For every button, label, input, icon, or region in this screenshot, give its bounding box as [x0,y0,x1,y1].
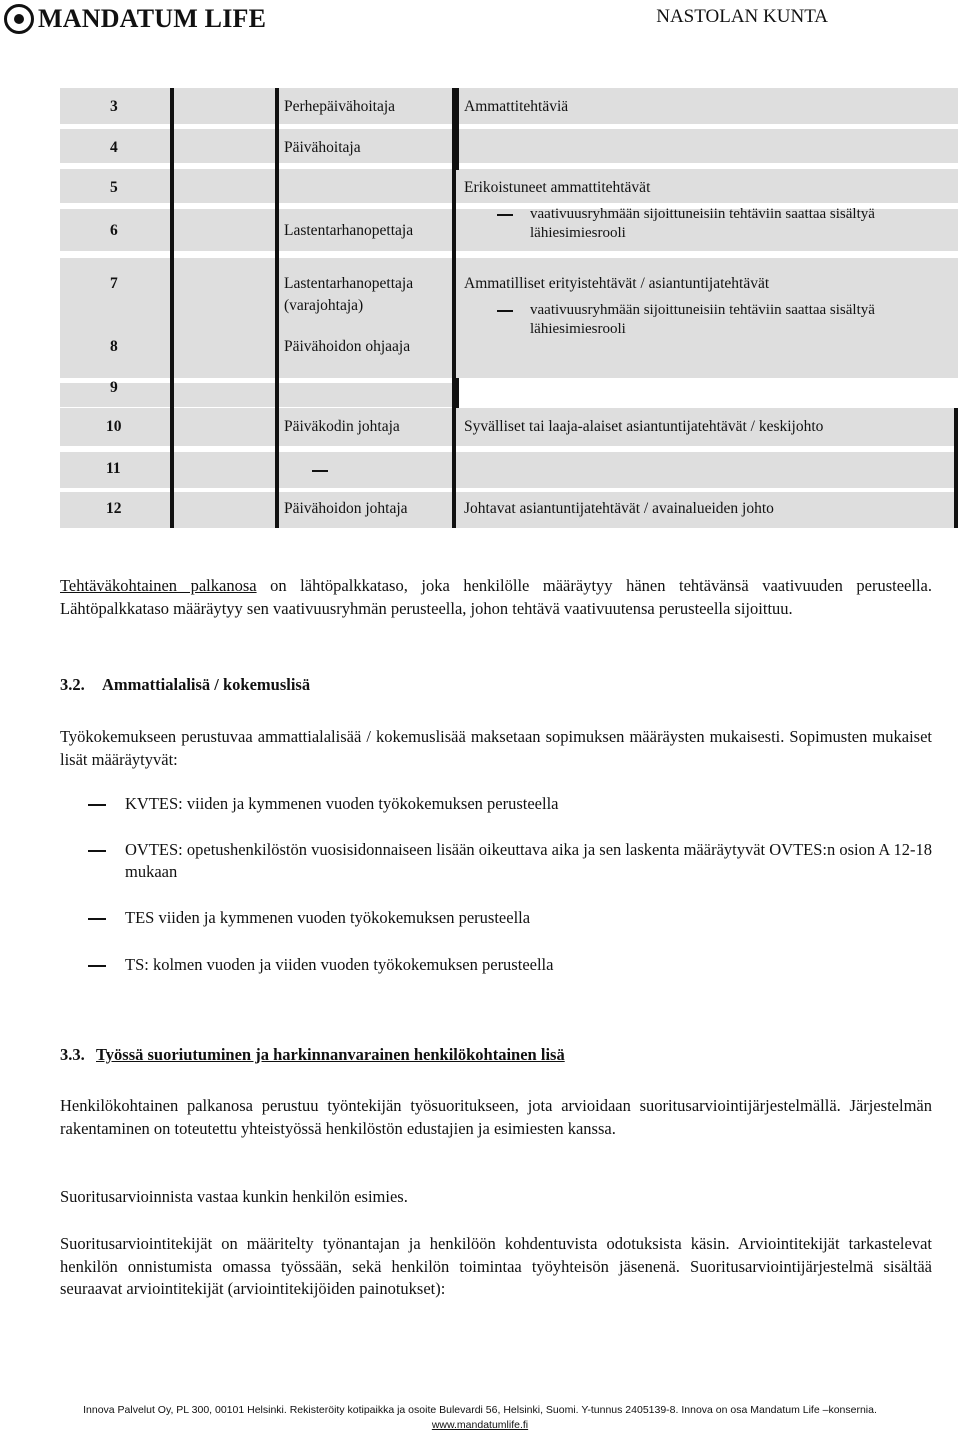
section-title-3-2: Ammattialalisä / kokemuslisä [102,675,311,694]
section-number-3-3: 3.3. [60,1045,85,1064]
bullet-4-dash [88,965,106,967]
bullet-2-dash [88,850,106,852]
row-4-title: Päivähoitaja [284,139,361,156]
paragraph-personal-pay: Henkilökohtainen palkanosa perustuu työntekijän työsuoritukseen, jota arvioidaan suoritusarviointijärjestelmällä. Järjestelmän rakentaminen on toteutettu yhteistyössä henkilöstön edustajien ja esimiesten kanssa. [60,1096,932,1138]
footer-company-info: Innova Palvelut Oy, PL 300, 00101 Helsinki. Rekisteröity kotipaikka ja osoite Bulevardi 56, Helsinki, Suomi. Y-tunnus 2405139-8. Innova on osa Mandatum Life –konsernia. [83,1404,877,1416]
municipality-name: NASTOLAN KUNTA [656,6,828,27]
row-10-description: Syvälliset tai laaja-alaiset asiantuntijatehtävät / keskijohto [464,418,824,435]
bullet-3-dash [88,918,106,920]
footer-website-link[interactable]: www.mandatumlife.fi [431,1419,529,1431]
subnote-1: vaativuusryhmään sijoittuneisiin tehtäviin saattaa sisältyä lähiesimiesrooli [530,206,875,241]
row-12-number: 12 [106,500,122,517]
paragraph-task-based-pay [60,575,932,620]
row-10-number: 10 [106,418,122,435]
row-7-title: Lastentarhanopettaja [284,275,414,292]
row-5-description: Erikoistuneet ammattitehtävät [464,179,651,196]
brand-name: MANDATUM LIFE [38,4,267,33]
row-6-number: 6 [110,222,118,239]
section-number-3-2: 3.2. [60,675,85,694]
bullet-ovtes: OVTES: opetushenkilöstön vuosisidonnaiseen lisään oikeuttava aika ja sen laskenta määräytyvät OVTES:n osion A 12-18 mukaan [125,840,932,881]
row-7-title-cont: (varajohtaja) [284,297,364,314]
paragraph-task-based-pay-text: on lähtöpalkkataso, joka henkilölle määräytyy hänen tehtävänsä vaativuuden perusteella. Lähtöpalkkataso määräytyy sen vaativuusryhmän perusteella, johon tehtävä vaativuutensa perusteella sijoittuu. [60,576,932,618]
bullet-tes: TES viiden ja kymmenen vuoden työkokemuksen perusteella [125,908,531,927]
subnote-1-dash [497,214,513,216]
paragraph-experience-allowance: Työkokemukseen perustuvaa ammattialalisää / kokemuslisää maksetaan sopimuksen määräysten mukaisesti. Sopimusten mukaiset lisät määräytyvät: [60,727,932,769]
paragraph-evaluation-responsibility: Suoritusarvioinnista vastaa kunkin henkilön esimies. [60,1187,408,1206]
brand-logo [4,2,266,36]
row-6-title: Lastentarhanopettaja [284,222,414,239]
section-heading-3-3 [60,1045,565,1065]
row-7-description: Ammatilliset erityistehtävät / asiantuntijatehtävät [464,275,770,292]
row-11-number: 11 [106,460,121,477]
section-heading-3-2 [60,675,310,695]
row-3-title: Perhepäivähoitaja [284,98,396,115]
row-3-number: 3 [110,98,118,115]
subnote-2: vaativuusryhmään sijoittuneisiin tehtäviin saattaa sisältyä lähiesimiesrooli [530,302,875,337]
row-10-title: Päiväkodin johtaja [284,418,400,435]
bullet-kvtes: KVTES: viiden ja kymmenen vuoden työkokemuksen perusteella [125,794,559,813]
paragraph-evaluation-factors: Suoritusarviointitekijät on määritelty työnantajan ja henkilöön kohdentuvista odotuksista käsin. Arviointitekijät tarkastelevat henkilön onnistumista omassa työssään, sekä henkilön toimintaa työyhteisön jäsenenä. Suoritusarviointijärjestelmä sisältää seuraavat arviointitekijät (arviointitekijöiden painotukset): [60,1234,932,1298]
subnote-2-dash [497,310,513,312]
job-classification-table [60,88,958,528]
row-8-number: 8 [110,338,118,355]
row-12-description: Johtavat asiantuntijatehtävät / avainalueiden johto [464,500,774,517]
term-task-based-pay: Tehtäväkohtainen palkanosa [60,576,257,595]
row-4-number: 4 [110,139,118,156]
row-7-number: 7 [110,275,118,292]
row-9-number: 9 [110,379,118,396]
bullet-1-dash [88,804,106,806]
row-5-number: 5 [110,179,118,196]
row-12-title: Päivähoidon johtaja [284,500,408,517]
section-title-3-3: Työssä suoriutuminen ja harkinnanvarainen henkilökohtainen lisä [96,1045,565,1064]
row-8-title: Päivähoidon ohjaaja [284,338,411,355]
row-3-description: Ammattitehtäviä [464,98,569,115]
logo-mark-icon [4,4,34,34]
row-11-dash [312,470,328,472]
bullet-ts: TS: kolmen vuoden ja viiden vuoden työkokemuksen perusteella [125,955,554,974]
